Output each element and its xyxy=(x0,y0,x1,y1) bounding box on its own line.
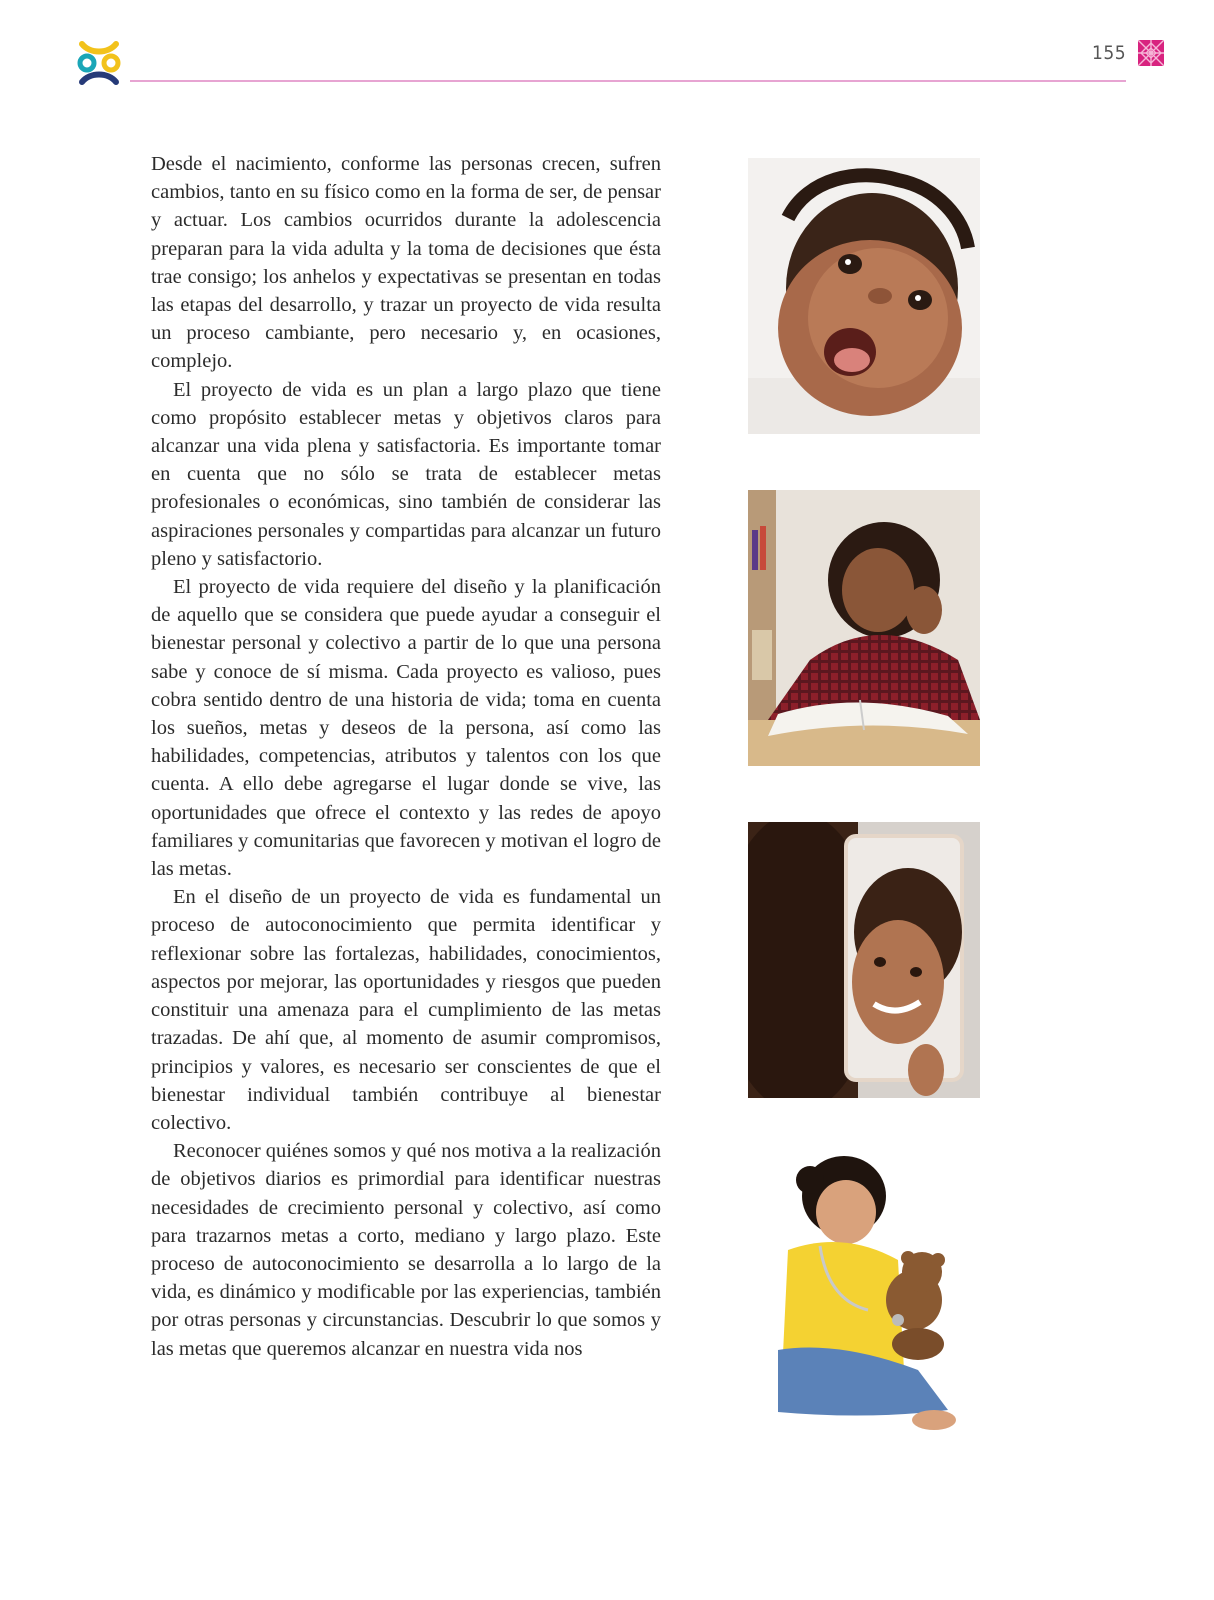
paragraph: Reconocer quiénes somos y qué nos motiva a la realización de objetivos diarios es primordial para identificar nuestras necesidades de crecimiento personal y colectivo, así como para trazarnos metas a corto, mediano y largo plazo. Este proceso de autoconocimiento se desarrolla a lo largo de la vida, es dinámico y modificable por las experiencias, también por otras personas y circunstancias. Descubrir lo que somos y las metas que queremos alcanzar en nuestra vida nos xyxy=(151,1140,661,1360)
header-rule xyxy=(130,80,1126,82)
girl-mirror-photo xyxy=(748,822,980,1098)
logo-icon xyxy=(74,38,124,88)
ornament-icon xyxy=(1138,40,1164,66)
girl-reading-photo xyxy=(748,490,980,766)
baby-photo xyxy=(748,158,980,434)
paragraph: En el diseño de un proyecto de vida es fundamental un proceso de autoconocimiento que permita identificar y reflexionar sobre las fortalezas, habilidades, conocimientos, aspectos por mejorar, las oportunidades y riesgos que pueden constituir una amenaza para el cumplimiento de las metas trazadas. De ahí que, al momento de asumir compromisos, principios y valores, es necesario ser conscientes de que el bienestar individual también contribuye al bienestar colectivo. xyxy=(151,886,661,1134)
body-text xyxy=(151,150,661,1363)
page-number: 155 xyxy=(1092,42,1127,64)
toddler-teddy-photo xyxy=(748,1150,980,1450)
paragraph: Desde el nacimiento, conforme las personas crecen, sufren cambios, tanto en su físico como en la forma de ser, de pensar y actuar. Los cambios ocurridos durante la adolescencia preparan para la vida adulta y la toma de decisiones que ésta trae consigo; los anhelos y expectativas se presentan en todas las etapas del desarrollo, y trazar un proyecto de vida resulta un proceso cambiante, pero necesario y, en ocasiones, complejo. xyxy=(151,153,661,373)
paragraph: El proyecto de vida es un plan a largo plazo que tiene como propósito establecer metas y objetivos claros para alcanzar una vida plena y satisfactoria. Es importante tomar en cuenta que no sólo se trata de establecer metas profesionales o económicas, sino también de considerar las aspiraciones personales y compartidas para alcanzar un futuro pleno y satisfactorio. xyxy=(151,378,661,570)
paragraph: El proyecto de vida requiere del diseño y la planificación de aquello que se considera que puede ayudar a conseguir el bienestar personal y colectivo a partir de lo que una persona sabe y conoce de sí misma. Cada proyecto es valioso, pues cobra sentido dentro de una historia de vida; toma en cuenta los sueños, metas y deseos de la persona, así como las habilidades, competencias, atributos y talentos con los que cuenta. A ello debe agregarse el lugar donde se vive, las oportunidades que ofrece el contexto y las redes de apoyo familiares y comunitarias que favorecen y motivan el logro de las metas. xyxy=(151,576,661,881)
